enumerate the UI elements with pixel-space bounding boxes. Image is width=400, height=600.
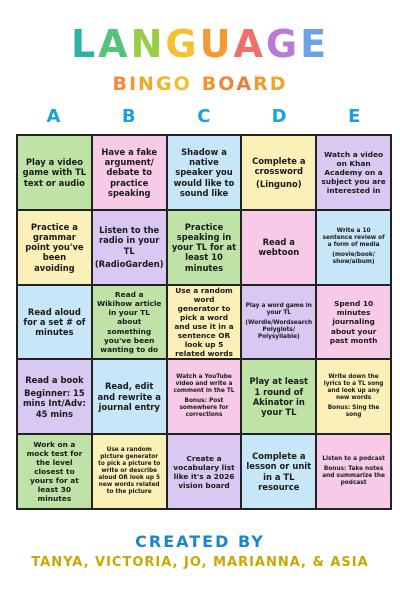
bingo-cell-text: Have a fake argument/ debate to practice speaking	[101, 146, 157, 198]
bingo-cell-text: Listen to the radio in your TL	[99, 225, 160, 256]
bingo-cell[interactable]	[241, 210, 316, 285]
title-letter: A	[233, 22, 266, 66]
bingo-cell-text: Write a 10 sentence review of a form of media	[322, 228, 385, 249]
bingo-cell-subtext: Bonus: Take notes and summarize the podcast	[322, 466, 385, 487]
bingo-cell[interactable]	[167, 285, 242, 360]
bingo-cell[interactable]	[167, 210, 242, 285]
bingo-cell[interactable]	[167, 434, 242, 509]
subtitle-letter: N	[138, 73, 156, 95]
bingo-cell-text: Shadow a native speaker you would like to sound like	[173, 146, 235, 198]
bingo-cell[interactable]	[17, 434, 92, 509]
subtitle-letter: A	[236, 73, 254, 95]
bingo-cell[interactable]	[92, 135, 167, 210]
column-header-a: A	[46, 106, 61, 127]
subtitle-letter: R	[253, 73, 270, 95]
bingo-cell[interactable]	[167, 359, 242, 434]
bingo-cell-text: Create a vocabulary list like it's a 2026 vision board	[173, 453, 235, 490]
subtitle-letter: O	[218, 73, 237, 95]
created-by-label: CREATED BY	[135, 532, 265, 551]
bingo-cell-text: Spend 10 minutes journaling about your past month	[329, 299, 378, 345]
bingo-cell-text: Write down the lyrics to a TL song and look up any new words	[323, 374, 384, 402]
bingo-cell[interactable]	[241, 359, 316, 434]
title-letter: N	[130, 22, 166, 66]
bingo-cell-text: Read, edit and rewrite a journal entry	[97, 381, 161, 412]
title-letter: E	[300, 22, 330, 66]
bingo-cell[interactable]	[316, 210, 391, 285]
bingo-cell-subtext: (Linguno)	[256, 179, 302, 190]
column-header-e: E	[348, 106, 361, 127]
bingo-cell-subtext: Bonus: Sing the song	[327, 405, 380, 419]
bingo-cell[interactable]	[92, 210, 167, 285]
column-header-d: D	[271, 106, 287, 127]
subtitle-letter: D	[269, 73, 288, 95]
column-header-b: B	[121, 106, 136, 127]
bingo-grid	[16, 134, 392, 510]
bingo-cell-text: Play a word game in your TL	[245, 302, 312, 316]
bingo-cell-subtext: Beginner: 15 mins Int/Adv: 45 mins	[22, 388, 86, 419]
title-letter: G	[165, 22, 200, 66]
title-letter: L	[70, 22, 99, 66]
bingo-cell-text: Watch a video on Khan Academy on a subject you are interested in	[321, 149, 386, 195]
bingo-cell[interactable]	[17, 359, 92, 434]
bingo-cell-text: Complete a lesson or unit in a TL resource	[246, 451, 312, 492]
bingo-cell-subtext: (RadioGarden)	[94, 258, 164, 269]
bingo-cell-text: Practice a grammar point you've been avoiding	[25, 221, 84, 273]
board-subtitle	[0, 72, 400, 96]
bingo-cell[interactable]	[316, 285, 391, 360]
bingo-cell-text: Read a webtoon	[258, 236, 300, 258]
bingo-cell-subtext: (movie/book/ show/album)	[332, 252, 375, 266]
bingo-cell[interactable]	[17, 135, 92, 210]
title-letter: A	[98, 22, 131, 66]
board-title	[0, 22, 400, 66]
bingo-cell[interactable]	[92, 359, 167, 434]
subtitle-letter: G	[155, 73, 174, 95]
bingo-cell-subtext: (Wordle/Wordsearch Polyglots/ Polysyllable)	[245, 319, 313, 341]
bingo-cell[interactable]	[17, 285, 92, 360]
bingo-cell[interactable]	[241, 434, 316, 509]
bingo-cell[interactable]	[316, 434, 391, 509]
title-letter: G	[265, 22, 301, 66]
column-header-c: C	[197, 106, 211, 127]
subtitle-letter: O	[173, 73, 192, 95]
bingo-cell-text: Read a Wikihow article in your TL about something you've been wanting to do	[96, 290, 162, 354]
bingo-cell-text: Listen to a podcast	[322, 455, 385, 462]
bingo-cell-text: Complete a crossword	[252, 155, 306, 176]
bingo-cell[interactable]	[241, 135, 316, 210]
authors-list: TANYA, VICTORIA, JO, MARIANNA, & ASIA	[31, 555, 369, 570]
subtitle-letter: B	[201, 73, 219, 95]
bingo-cell[interactable]	[167, 135, 242, 210]
bingo-cell[interactable]	[241, 285, 316, 360]
bingo-cell-text: Use a random picture generator to pick a picture to write or describe aloud OR look up 5 new words related to the picture	[98, 446, 161, 496]
bingo-cell-text: Watch a YouTube video and write a comment in the TL	[173, 374, 235, 395]
bingo-cell[interactable]	[17, 210, 92, 285]
bingo-cell-text: Use a random word generator to pick a word and use it in a sentence OR look up 5 related words	[174, 285, 234, 359]
bingo-cell[interactable]	[316, 359, 391, 434]
bingo-cell[interactable]	[92, 434, 167, 509]
title-letter: U	[199, 22, 234, 66]
subtitle-letter: B	[112, 73, 129, 95]
subtitle-letter: I	[128, 73, 139, 95]
bingo-cell-text: Read aloud for a set # of minutes	[23, 306, 86, 338]
bingo-cell-text: Play a video game with TL text or audio	[22, 157, 87, 188]
bingo-cell-text: Practice speaking in your TL for at least 10 minutes	[171, 221, 237, 273]
bingo-cell-subtext: Bonus: Post somewhere for corrections	[179, 398, 229, 419]
bingo-cell-text: Play at least 1 round of Akinator in your TL	[249, 376, 309, 418]
bingo-cell[interactable]	[92, 285, 167, 360]
bingo-cell-text: Read a book	[25, 374, 84, 385]
bingo-cell-text: Work on a mock test for the level closest to yours for at least 30 minutes	[26, 439, 83, 504]
bingo-cell[interactable]	[316, 135, 391, 210]
